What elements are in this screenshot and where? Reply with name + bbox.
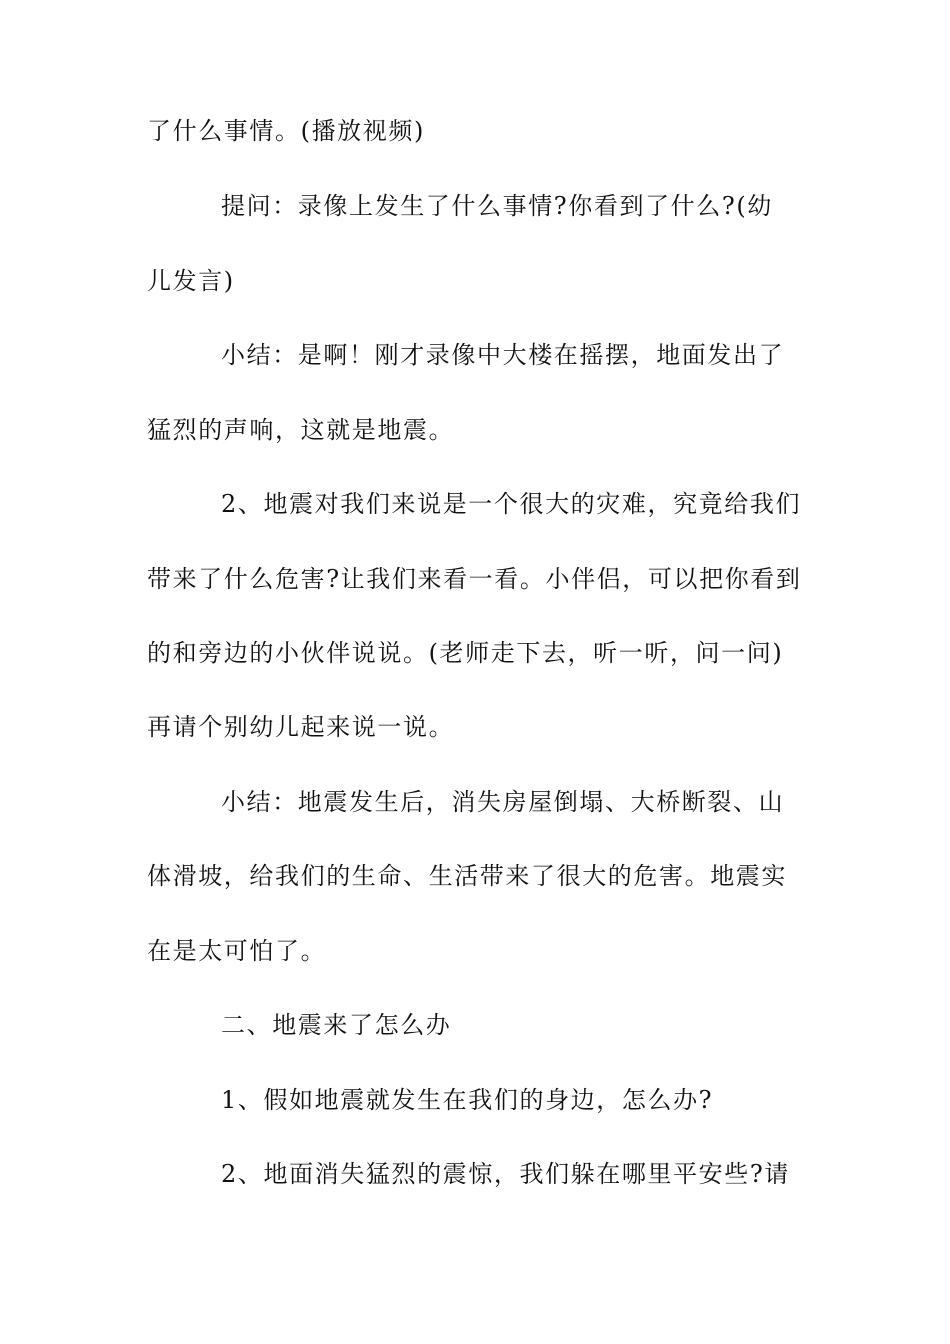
text-line: 带来了什么危害?让我们来看一看。小伴侣，可以把你看到 (147, 565, 802, 593)
text-line: 在是太可怕了。 (147, 937, 327, 965)
text-line: 再请个别幼儿起来说一说。 (147, 713, 455, 741)
paragraph-line: 小结：是啊！刚才录像中大楼在摇摆，地面发出了 (221, 341, 785, 369)
text-line: 了什么事情。(播放视频) (147, 117, 425, 145)
text-line: 儿发言) (147, 267, 235, 295)
text-line: 体滑坡，给我们的生命、生活带来了很大的危害。地震实 (147, 862, 787, 890)
text-line: 的和旁边的小伙伴说说。(老师走下去，听一听，问一问) (147, 639, 784, 667)
paragraph-line: 1、假如地震就发生在我们的身边，怎么办? (221, 1086, 714, 1114)
paragraph-line: 小结：地震发生后，消失房屋倒塌、大桥断裂、山 (221, 788, 785, 816)
text-line: 猛烈的声响，这就是地震。 (147, 416, 455, 444)
paragraph-line: 2、地震对我们来说是一个很大的灾难，究竟给我们 (221, 490, 802, 518)
paragraph-line: 提问：录像上发生了什么事情?你看到了什么?(幼 (221, 192, 773, 220)
section-heading: 二、地震来了怎么办 (221, 1011, 452, 1039)
paragraph-line: 2、地面消失猛烈的震惊，我们躲在哪里平安些?请 (221, 1160, 790, 1188)
